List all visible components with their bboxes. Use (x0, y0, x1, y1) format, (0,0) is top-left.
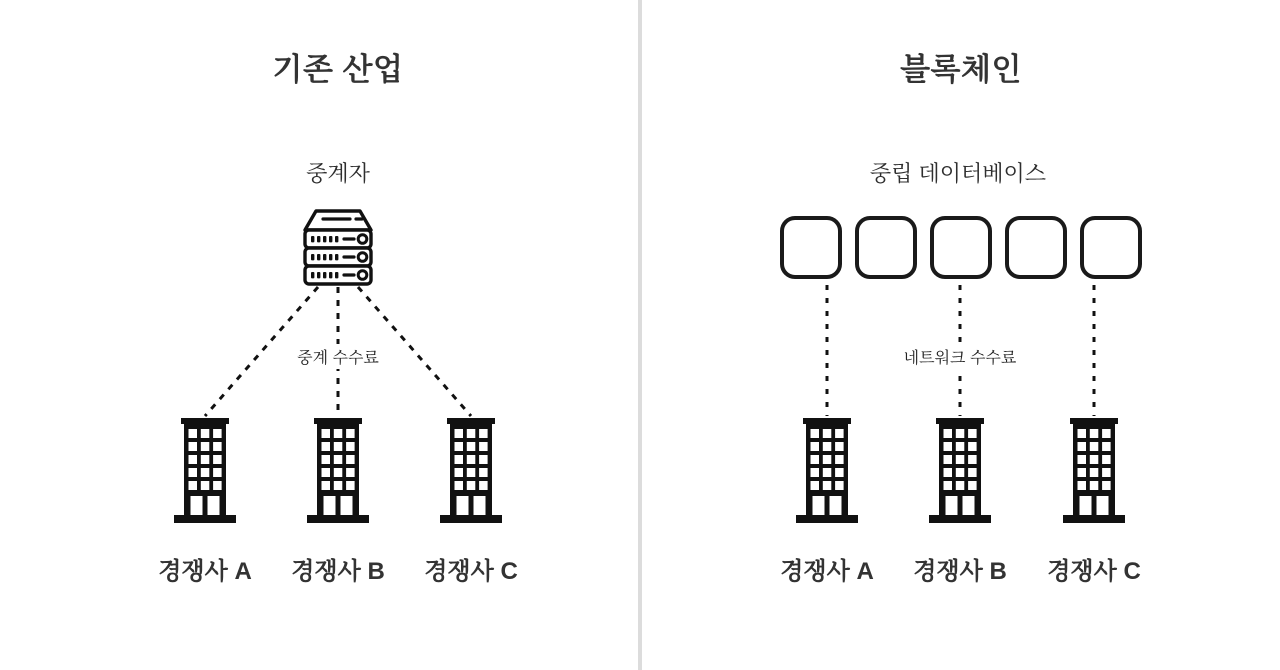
competitor-c-label: 경쟁사 C (1047, 558, 1141, 585)
intermediary-fee-label: 중계 수수료 (291, 344, 385, 369)
building-icon (440, 418, 502, 523)
competitor-c-label: 경쟁사 C (424, 558, 518, 585)
blockchain-title: 블록체인 (900, 52, 1022, 87)
competitor-b-label: 경쟁사 B (913, 558, 1007, 585)
building-icon (174, 418, 236, 523)
building-icon (929, 418, 991, 523)
intermediary-label: 중계자 (306, 161, 370, 186)
block-icon (930, 216, 992, 279)
network-fee-label: 네트워크 수수료 (898, 344, 1023, 369)
competitor-a-label: 경쟁사 A (780, 558, 874, 585)
building-icon (796, 418, 858, 523)
competitor-a-label: 경쟁사 A (158, 558, 252, 585)
vertical-divider (638, 0, 642, 670)
building-icon (307, 418, 369, 523)
block-icon (780, 216, 842, 279)
server-icon (300, 208, 376, 288)
neutral-database-label: 중립 데이터베이스 (869, 161, 1047, 186)
building-icon (1063, 418, 1125, 523)
competitor-b-label: 경쟁사 B (291, 558, 385, 585)
block-icon (1005, 216, 1067, 279)
block-icon (855, 216, 917, 279)
traditional-title: 기존 산업 (272, 52, 404, 87)
block-icon (1080, 216, 1142, 279)
